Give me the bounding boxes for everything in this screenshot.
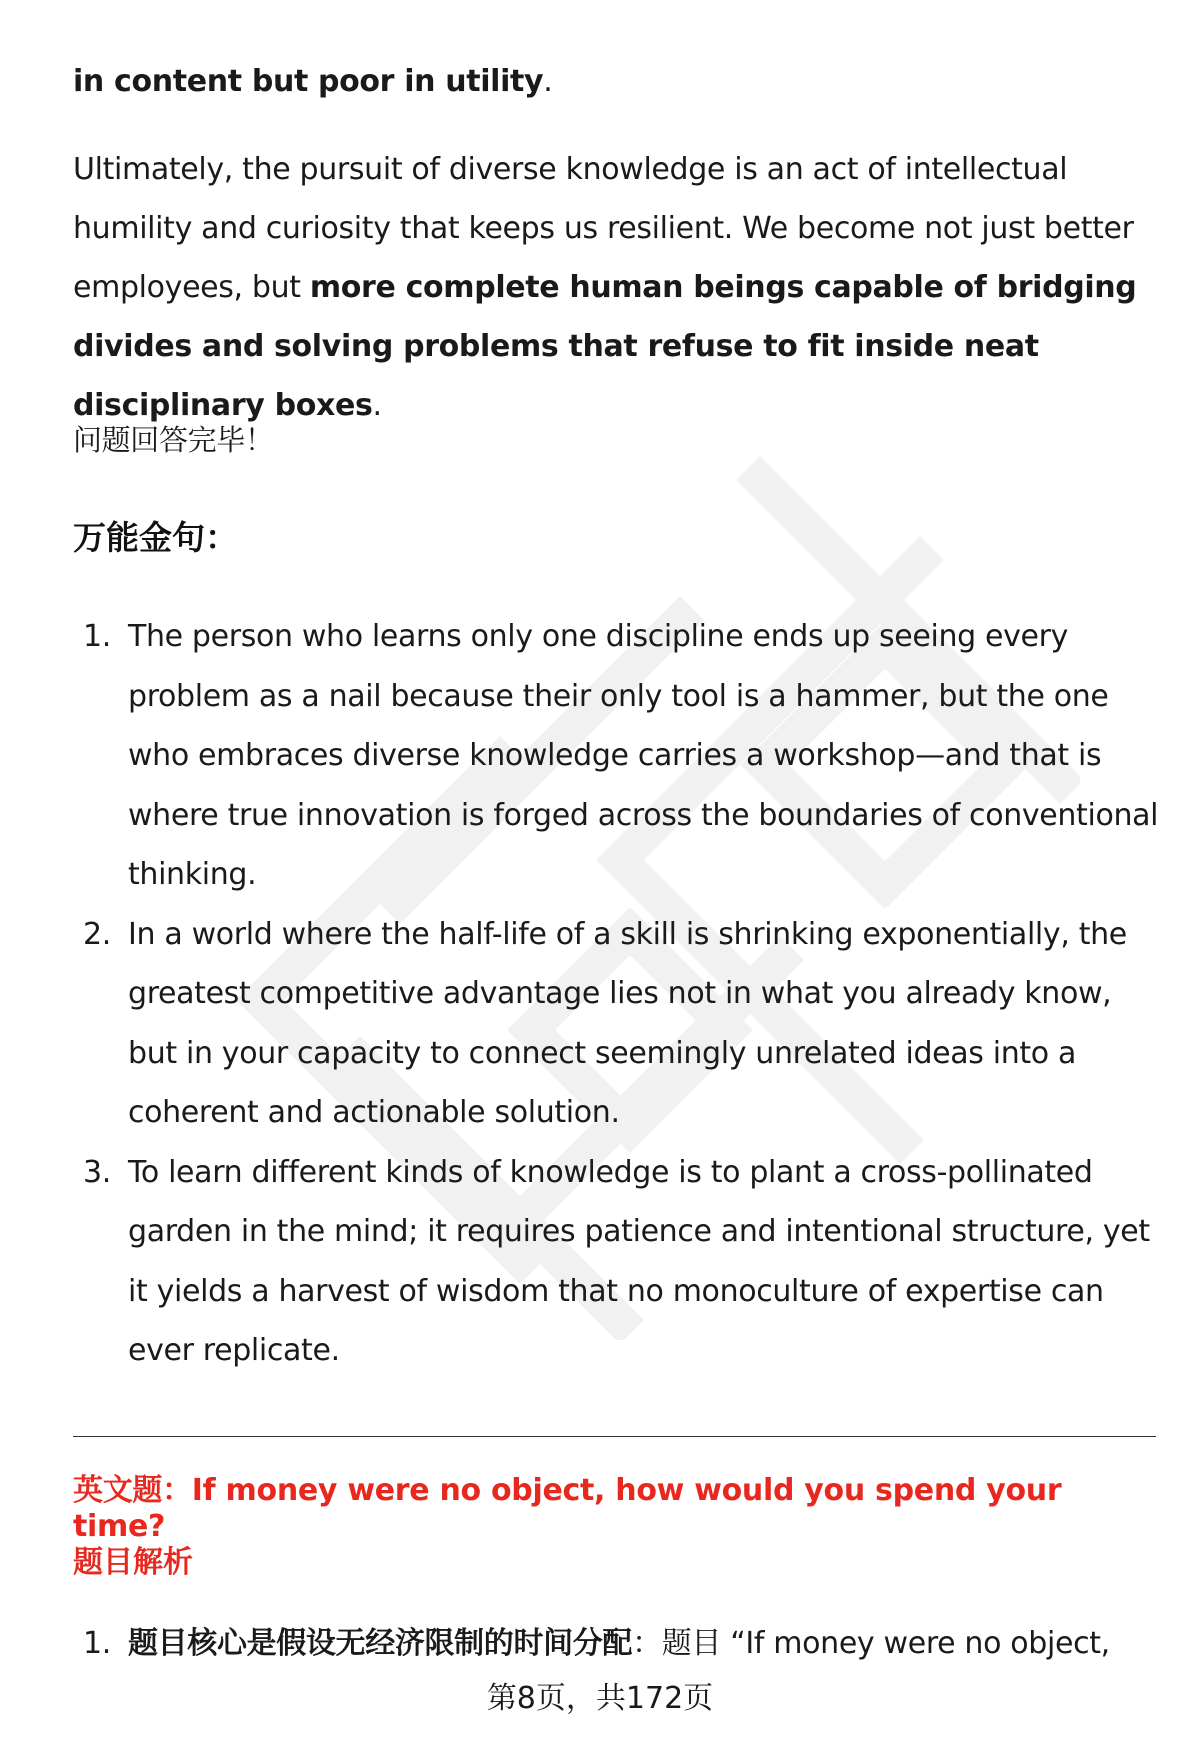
paragraph-conclusion <box>73 140 1159 435</box>
list-item <box>73 1143 1159 1381</box>
list-number: 1. <box>83 619 111 654</box>
list-number: 3. <box>83 1154 111 1190</box>
golden-sentences-list <box>73 607 1159 1381</box>
bold-phrase: more complete human beings capable of bridging divides and solving problems that refuse to fit inside neat disciplinary boxes <box>73 270 1137 423</box>
paragraph-tail: . <box>372 388 382 423</box>
analysis-item <box>73 1614 1110 1673</box>
bold-phrase: in content but poor in utility <box>73 64 544 99</box>
golden-sentences-heading: 万能金句： <box>73 518 238 557</box>
list-item-text: In a world where the half-life of a skill is shrinking exponentially, the greatest competitive advantage lies not in what you already know, but in your capacity to connect seemingly unrelated ideas into a coherent and actionable solution. <box>128 916 1127 1130</box>
answer-complete-note: 问题回答完毕！ <box>73 423 274 457</box>
list-item-text: To learn different kinds of knowledge is to plant a cross-pollinated garden in the mind; it requires patience and intentional structure, yet it yields a harvest of wisdom that no monoculture of expertise can ever replicate. <box>128 1154 1150 1368</box>
divider <box>73 1436 1156 1437</box>
list-number: 2. <box>83 916 111 952</box>
analysis-item-text: ：题目 “If money were no object, <box>632 1626 1110 1661</box>
paragraph-tail: . <box>543 64 553 99</box>
list-number: 1. <box>83 1626 111 1661</box>
bold-phrase: 题目核心是假设无经济限制的时间分配 <box>128 1626 633 1661</box>
page-footer: 第8页，共172页 <box>486 1681 714 1716</box>
list-item <box>73 607 1159 905</box>
list-item <box>73 905 1159 1143</box>
list-item-text: The person who learns only one discipline ends up seeing every problem as a nail because their only tool is a hammer, but the one who embraces diverse knowledge carries a workshop—and that is where true innovation is forged across the boundaries of conventional thinking. <box>128 619 1159 892</box>
paragraph-text: Ultimately, the pursuit of diverse knowledge is an act of intellectual humility and curiosity that keeps us resilient. We become not just better employees, but <box>73 152 1134 305</box>
question-title: 英文题：If money were no object, how would you spend your time? <box>73 1473 1062 1544</box>
paragraph-ending <box>73 52 552 111</box>
analysis-heading: 题目解析 <box>73 1545 193 1580</box>
